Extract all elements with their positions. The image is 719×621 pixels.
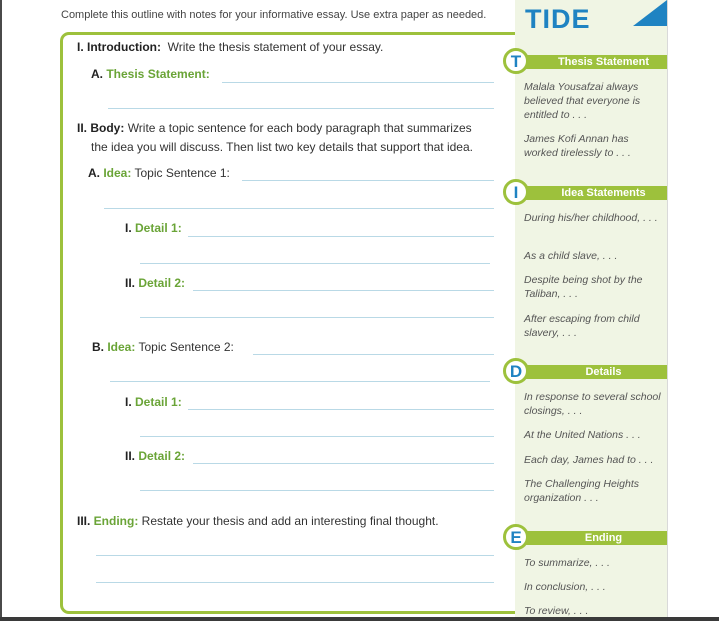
section-heading-text: Ending — [584, 532, 623, 544]
ending-answer-line-1[interactable] — [96, 555, 494, 556]
example-text: As a child slave, . . . — [524, 250, 618, 262]
ending-numeral: III. — [77, 514, 94, 528]
idea-b-answer-line-1[interactable] — [253, 354, 494, 355]
thesis-answer-line-1[interactable] — [222, 82, 494, 83]
idea-a-label: Idea: — [103, 166, 132, 180]
thesis-answer-line-2[interactable] — [108, 108, 494, 109]
example-text: To summarize, . . . — [524, 557, 610, 569]
idea-b-label: Idea: — [107, 340, 136, 354]
letter-e-badge: E — [503, 524, 529, 550]
idea-a-letter: A. — [88, 166, 104, 180]
detail2-label: Detail 2: — [138, 276, 186, 290]
intro-text: Write the thesis statement of your essay. — [167, 40, 384, 54]
idea-a-detail2-line-1[interactable] — [193, 290, 494, 291]
section-heading-text: Thesis Statement — [557, 56, 650, 68]
example-text: Each day, James had to . . . — [524, 454, 654, 466]
thesis-row — [91, 67, 210, 81]
ending-text: Restate your thesis and add an interesting final thought. — [141, 514, 439, 528]
idea-b-detail1-line-1[interactable] — [188, 409, 494, 410]
example-text: Despite being shot by the Taliban, . . . — [524, 274, 643, 300]
idea-a-answer-line-1[interactable] — [242, 180, 494, 181]
letter-d-badge: D — [503, 358, 529, 384]
corner-tab-triangle — [633, 0, 667, 26]
detail2-label: Detail 2: — [138, 449, 186, 463]
example-text: James Kofi Annan has worked tirelessly to . . . — [524, 133, 631, 159]
idea-b-detail1-line-2[interactable] — [140, 436, 494, 437]
ending-label: Ending: — [93, 514, 139, 528]
body-numeral: II. Body: — [77, 121, 125, 135]
idea-a-detail1-line-2[interactable] — [140, 263, 490, 264]
window-frame-bottom — [0, 617, 719, 621]
ending-answer-line-2[interactable] — [96, 582, 494, 583]
letter-i-badge: I — [503, 179, 529, 205]
idea-a-row — [88, 166, 230, 180]
detail1-label: Detail 1: — [135, 221, 182, 235]
thesis-letter: A. — [91, 67, 107, 81]
section-heading-idea — [520, 186, 667, 200]
idea-a-detail1-row — [125, 221, 182, 235]
thesis-label: Thesis Statement: — [106, 67, 210, 81]
window-frame-right — [667, 0, 719, 621]
body-row-1 — [77, 121, 472, 135]
example-text: During his/her childhood, . . . — [524, 212, 658, 224]
section-heading-details — [520, 365, 667, 379]
detail2-num: II. — [125, 449, 139, 463]
example-text: At the United Nations . . . — [524, 429, 641, 441]
window-frame-left — [0, 0, 2, 621]
idea-b-text: Topic Sentence 2: — [138, 340, 234, 354]
section-heading-ending — [520, 531, 667, 545]
idea-b-letter: B. — [92, 340, 108, 354]
idea-a-answer-line-2[interactable] — [104, 208, 494, 209]
idea-b-detail1-row — [125, 395, 182, 409]
example-text: In conclusion, . . . — [524, 581, 606, 593]
example-text: After escaping from child slavery, . . . — [524, 313, 640, 339]
detail1-num: I. — [125, 221, 136, 235]
idea-a-text: Topic Sentence 1: — [134, 166, 230, 180]
idea-b-detail2-line-1[interactable] — [193, 463, 494, 464]
example-text: In response to several school closings, . . . — [524, 391, 661, 417]
example-text: Malala Yousafzai always believed that everyone is entitled to . . . — [524, 81, 641, 121]
section-heading-text: Idea Statements — [561, 187, 646, 199]
intro-numeral: I. Introduction: — [77, 40, 161, 54]
detail1-label: Detail 1: — [135, 395, 182, 409]
idea-b-detail2-line-2[interactable] — [140, 490, 494, 491]
idea-a-detail1-line-1[interactable] — [188, 236, 494, 237]
idea-b-answer-line-2[interactable] — [110, 381, 490, 382]
idea-a-detail2-line-2[interactable] — [140, 317, 494, 318]
body-text-1: Write a topic sentence for each body paragraph that summarizes — [127, 121, 472, 135]
body-text-2: the idea you will discuss. Then list two key details that support that idea. — [91, 140, 473, 154]
example-text: The Challenging Heights organization . . . — [524, 478, 639, 504]
tide-title: TIDE — [525, 4, 591, 34]
letter-t-badge: T — [503, 48, 529, 74]
section-heading-thesis — [520, 55, 667, 69]
detail2-num: II. — [125, 276, 139, 290]
idea-a-detail2-row — [125, 276, 185, 290]
instructions-text: Complete this outline with notes for your informative essay. Use extra paper as needed. — [61, 9, 487, 21]
section-heading-text: Details — [585, 366, 622, 378]
intro-row — [77, 40, 383, 54]
idea-b-detail2-row — [125, 449, 185, 463]
detail1-num: I. — [125, 395, 136, 409]
idea-b-row — [92, 340, 234, 354]
example-text: To review, . . . — [524, 605, 589, 617]
ending-row — [77, 514, 439, 528]
